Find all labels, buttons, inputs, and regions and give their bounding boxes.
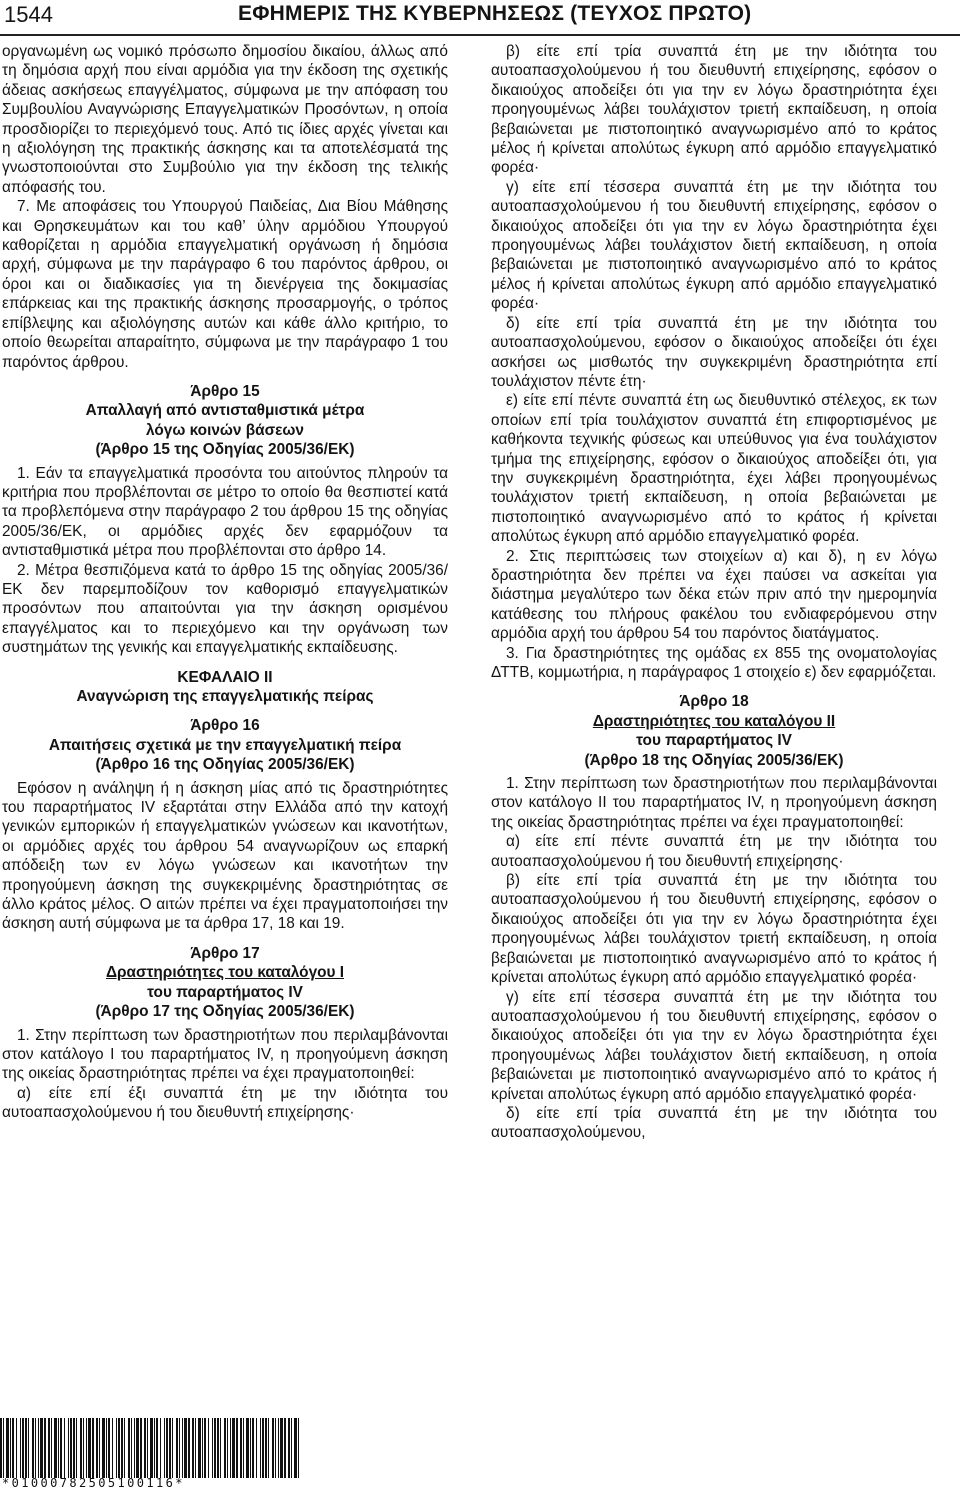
article-number: Άρθρο 16	[190, 717, 260, 735]
barcode-bar	[20, 1418, 21, 1478]
barcode-bar	[121, 1418, 123, 1478]
barcode-bar	[10, 1418, 11, 1478]
barcode-bar	[16, 1418, 17, 1478]
article-reference: (Άρθρο 18 της Οδηγίας 2005/36/ΕΚ)	[584, 751, 844, 769]
barcode-bar	[202, 1418, 203, 1478]
barcode-bar	[76, 1418, 77, 1478]
barcode-bar	[147, 1418, 148, 1478]
page-number: 1544	[4, 2, 53, 27]
barcode-bar	[44, 1418, 46, 1478]
barcode-bar	[38, 1418, 39, 1478]
barcode-bar	[116, 1418, 117, 1478]
barcode-digits: *01000782505100116*	[2, 1476, 185, 1490]
barcode-bar	[250, 1418, 251, 1478]
barcode-bar	[169, 1418, 171, 1478]
barcode-bar	[252, 1418, 254, 1478]
barcode-bar	[128, 1418, 130, 1478]
barcode-bar	[265, 1418, 267, 1478]
article-17-heading	[2, 944, 448, 1022]
barcode-bar	[124, 1418, 125, 1478]
barcode-bar	[166, 1418, 168, 1478]
barcode-bar	[68, 1418, 69, 1478]
article-number: Άρθρο 15	[190, 382, 260, 400]
barcode-bar	[60, 1418, 62, 1478]
barcode-bar	[54, 1418, 57, 1478]
barcode-bar	[108, 1418, 110, 1478]
barcode-bar	[12, 1418, 14, 1478]
barcode-bar	[268, 1418, 269, 1478]
right-column	[491, 42, 937, 1143]
barcode-bar	[278, 1418, 279, 1478]
barcode-bar	[243, 1418, 244, 1478]
barcode-bar	[230, 1418, 231, 1478]
barcode-bar	[99, 1418, 100, 1478]
article-number: Άρθρο 17	[190, 944, 260, 962]
paragraph: γ) είτε επί τέσσερα συναπτά έτη με την ιδιότητα του αυτοαπασχολούμενου ή του διευθυντή επιχείρησης, εφόσον ο δικαιούχος αποδείξει ότι για την εν λόγω δραστηριότητα έχει προηγουμένως λάβει τουλάχιστον διετή εκπαίδευση, η οποία βεβαιώνεται με πιστοποιητικό αναγνωρισμένο από το κράτος ή κρίνεται απολύτως έγκυρη από αρμόδιο επαγγελματικό φορέα·	[491, 988, 937, 1103]
barcode-bar	[179, 1418, 180, 1478]
barcode-bar	[246, 1418, 249, 1478]
paragraph: α) είτε επί πέντε συναπτά έτη με την ιδιότητα του αυτοαπασχολούμενου ή του διευθυντή επιχείρησης·	[491, 833, 937, 870]
article-reference: (Άρθρο 17 της Οδηγίας 2005/36/ΕΚ)	[95, 1003, 355, 1021]
article-reference: (Άρθρο 15 της Οδηγίας 2005/36/ΕΚ)	[95, 441, 355, 459]
paragraph: 1. Στην περίπτωση των δραστηριοτήτων που περιλαμβάνονται στον κατάλογο ΙΙ του παραρτήματος IV, η προηγούμενη άσκηση της οικείας δραστηριότητας πρέπει να έχει πραγματοποιηθεί:	[491, 775, 937, 831]
barcode-bar	[227, 1418, 228, 1478]
barcode-bar	[48, 1418, 50, 1478]
barcode-bar	[0, 1418, 2, 1478]
barcode-bar	[3, 1418, 4, 1478]
barcode-bar	[164, 1418, 165, 1478]
barcode-bar	[73, 1418, 75, 1478]
left-column	[2, 42, 448, 1123]
chapter-title: Αναγνώριση της επαγγελματικής πείρας	[76, 688, 374, 705]
barcode-bar	[22, 1418, 24, 1478]
barcode-bar	[160, 1418, 161, 1478]
barcode-bar	[96, 1418, 98, 1478]
barcode-bar	[195, 1418, 196, 1478]
barcode-bar	[217, 1418, 219, 1478]
barcode-bar	[260, 1418, 261, 1478]
barcode-bar	[154, 1418, 155, 1478]
barcode-bar	[86, 1418, 87, 1478]
barcode-bar	[291, 1418, 292, 1478]
barcode-bar	[284, 1418, 286, 1478]
barcode-bar	[92, 1418, 94, 1478]
paragraph: οργανωμένη ως νομικό πρόσωπο δημοσίου δικαίου, άλλως από τη δημόσια αρχή που είναι αρμόδια για την έκδοση της σχετικής άδειας ασκήσεως επαγγέλματος, σύμφωνα με την απόφαση του Συμβουλίου Αναγνώρισης Επαγγελματικών Προσόντων, η οποία προσδιορίζει το περιεχόμενό τους. Από τις ίδιες αρχές γίνεται και η αξιολόγηση της πρακτικής άσκησης και τα αποτελέσματά της γνωστοποιούνται στο Συμβούλιο για την έκδοση της τελικής απόφασής του.	[2, 43, 448, 196]
barcode-bar	[275, 1418, 276, 1478]
article-title: Απαλλαγή από αντισταθμιστικά μέτρα	[85, 402, 365, 420]
barcode-bar	[280, 1418, 283, 1478]
barcode-bar	[298, 1418, 299, 1478]
paragraph: β) είτε επί τρία συναπτά έτη με την ιδιότητα του αυτοαπασχολούμενου ή του διευθυντή επιχείρησης, εφόσον ο δικαιούχος αποδείξει ότι για την εν λόγω δραστηριότητα έχει προηγουμένως λάβει τουλάχιστον τριετή εκπαίδευση, η οποία βεβαιώνεται με πιστοποιητικό αναγνωρισμένο από το κράτος μέλος ή κρίνεται απολύτως έγκυρη από αρμόδιο επαγγελματικό φορέα·	[491, 43, 937, 177]
barcode-bar	[134, 1418, 135, 1478]
paragraph: 2. Στις περιπτώσεις των στοιχείων α) και δ), η εν λόγω δραστηριότητα δεν πρέπει να έχει παύσει να ασκείται για διάστημα μεγαλύτερο των δέκα ετών πριν από την ημερομηνία κατάθεσης του πλήρους φακέλου του ενδιαφερόμενου στην αρμόδια αρχή του άρθρου 54 του παρόντος διατάγματος.	[491, 547, 937, 643]
paragraph: β) είτε επί τρία συναπτά έτη με την ιδιότητα του αυτοαπασχολούμενου ή του διευθυντή επιχείρησης, εφόσον ο δικαιούχος αποδείξει ότι για την εν λόγω δραστηριότητα έχει προηγουμένως λάβει τουλάχιστον τριετή εκπαίδευση, η οποία βεβαιώνεται με πιστοποιητικό αναγνωρισμένο από το κράτος ή κρίνεται απολύτως έγκυρη από αρμόδιο επαγγελματικό φορέα·	[491, 872, 937, 987]
article-title: Δραστηριότητες του καταλόγου ΙΙ	[592, 712, 836, 730]
paragraph: 7. Με αποφάσεις του Υπουργού Παιδείας, Δια Βίου Μάθησης και Θρησκευμάτων και του καθ’ ύλην αρμόδιου Υπουργού καθορίζεται η αρμόδια επαγγελματική οργάνωση ή δημόσια αρχή, σύμφωνα με την παράγραφο 6 του παρόντος άρθρου, οι όροι και οι διαδικασίες για τη διενέργεια της δοκιμασίας επάρκειας και της πρακτικής άσκησης προσαρμογής, ο τρόπος επίβλεψης και αξιολόγησης αυτών και κάθε άλλο κριτήριο, το οποίο θεωρείται απαραίτητο, σύμφωνα με την παράγραφο 1 του παρόντος άρθρου.	[2, 198, 448, 371]
article-15-heading	[2, 382, 448, 460]
barcode-bar	[198, 1418, 201, 1478]
article-title: Δραστηριότητες του καταλόγου Ι	[105, 964, 345, 982]
paragraph: 1. Εάν τα επαγγελματικά προσόντα του αιτούντος πληρούν τα κριτήρια που προβλέπονται σε μέτρο το οποίο θα θεσπιστεί κατά τα προβλεπόμενα στην παράγραφο 2 του άρθρου 15 της οδηγίας 2005/36/ΕΚ, οι αρμόδιες αρχές δεν εφαρμόζουν τα αντισταθμιστικά μέτρα που προβλέπονται στο άρθρο 14.	[2, 464, 448, 560]
barcode-bar	[192, 1418, 194, 1478]
barcode-bar	[70, 1418, 72, 1478]
barcode-bar	[144, 1418, 146, 1478]
barcode-bar	[140, 1418, 142, 1478]
barcode-bar	[106, 1418, 107, 1478]
chapter-number: ΚΕΦΑΛΑΙΟ ΙΙ	[177, 668, 273, 686]
article-number: Άρθρο 18	[679, 693, 749, 711]
barcode-bar	[208, 1418, 209, 1478]
barcode-bar	[294, 1418, 297, 1478]
barcode-bar	[112, 1418, 113, 1478]
article-title: λόγω κοινών βάσεων	[145, 421, 304, 439]
barcode-bar	[131, 1418, 132, 1478]
barcode-bar	[256, 1418, 257, 1478]
barcode-bar	[288, 1418, 290, 1478]
barcode-bar	[220, 1418, 221, 1478]
paragraph: 3. Για δραστηριότητες της ομάδας εx 855 της ονοματολογίας ΔΤΤΒ, κομμωτήρια, η παράγραφος 1 στοιχείο ε) δεν εφαρμόζεται.	[491, 644, 937, 681]
barcode-bar	[83, 1418, 84, 1478]
barcode-bar	[32, 1418, 34, 1478]
article-title: Απαιτήσεις σχετικά με την επαγγελματική πείρα	[48, 736, 402, 754]
barcode-bar	[136, 1418, 139, 1478]
barcode-bar	[232, 1418, 235, 1478]
barcode-bar	[6, 1418, 9, 1478]
paragraph: 1. Στην περίπτωση των δραστηριοτήτων που περιλαμβάνονται στον κατάλογο Ι του παραρτήματος IV, η προηγούμενη άσκηση της οικείας δραστηριότητας πρέπει να έχει πραγματοποιηθεί:	[2, 1026, 448, 1083]
article-18-heading	[491, 692, 937, 770]
paragraph: α) είτε επί έξι συναπτά έτη με την ιδιότητα του αυτοαπασχολούμενου ή του διευθυντή επιχείρησης·	[2, 1084, 448, 1122]
barcode-bar	[156, 1418, 158, 1478]
barcode-bar	[40, 1418, 43, 1478]
barcode-bar	[35, 1418, 36, 1478]
barcode-bar	[25, 1418, 27, 1478]
barcode-bar	[80, 1418, 82, 1478]
page-header	[0, 0, 960, 36]
gazette-title: ΕΦΗΜΕΡΙΣ ΤΗΣ ΚΥΒΕΡΝΗΣΕΩΣ (ΤΕΥΧΟΣ ΠΡΩΤΟ)	[238, 2, 752, 25]
barcode-bar	[272, 1418, 274, 1478]
barcode-bar	[172, 1418, 173, 1478]
barcode-bar	[28, 1418, 29, 1478]
barcode-bar	[188, 1418, 190, 1478]
chapter-heading	[2, 668, 448, 707]
barcode-bar	[236, 1418, 238, 1478]
barcode-bar	[102, 1418, 105, 1478]
paragraph: δ) είτε επί τρία συναπτά έτη με την ιδιότητα του αυτοαπασχολούμενου, εφόσον ο δικαιούχος αποδείξει ότι έχει ασκήσει ως μισθωτός την συγκεκριμένη δραστηριότητα επί τουλάχιστον πέντε έτη·	[491, 314, 937, 390]
article-reference: (Άρθρο 16 της Οδηγίας 2005/36/ΕΚ)	[95, 756, 355, 774]
article-16-heading	[2, 716, 448, 774]
barcode-bar	[182, 1418, 183, 1478]
paragraph: Εφόσον η ανάληψη ή η άσκηση μίας από τις δραστηριότητες του παραρτήματος IV εξαρτάται στην Ελλάδα από την κατοχή γενικών εμπορικών ή επαγγελματικών γνώσεων και ικανοτήτων, οι αρμόδιες αρχές του άρθρου 54 αναγνωρίζουν ως επαρκή απόδειξη των εν λόγω γνώσεων και ικανοτήτων την προηγούμενη άσκηση της συγκεκριμένης δραστηριότητας σε άλλο κράτος μέλος. Ο αιτών πρέπει να έχει πραγματοποιήσει την άσκηση αυτή σύμφωνα με τα άρθρα 17, 18 και 19.	[2, 779, 448, 933]
barcode-bar	[176, 1418, 178, 1478]
barcode-image	[0, 1418, 300, 1478]
barcode-bar	[88, 1418, 91, 1478]
barcode-bar	[262, 1418, 264, 1478]
barcode-bar	[224, 1418, 226, 1478]
barcode-bar	[118, 1418, 120, 1478]
paragraph: ε) είτε επί πέντε συναπτά έτη ως διευθυντικό στέλεχος, εκ των οποίων επί τρία τουλάχιστον συναπτά έτη επιφορτισμένος με καθήκοντα τεχνικής φύσεως και υπεύθυνος για ένα τουλάχιστον τμήμα της επιχείρησης, εφόσον ο δικαιούχος αποδείξει ότι, για την συγκεκριμένη δραστηριότητα, έχει λάβει προηγουμένως τουλάχιστον τριετή εκπαίδευση, η οποία βεβαιώνεται με πιστοποιητικό αναγνωρισμένο από το κράτος ή κρίνεται απολύτως έγκυρη από αρμόδιο επαγγελματικό φορέα.	[491, 392, 937, 546]
barcode-bar	[184, 1418, 187, 1478]
article-title: του παραρτήματος IV	[147, 983, 303, 1001]
paragraph: 2. Μέτρα θεσπιζόμενα κατά το άρθρο 15 της οδηγίας 2005/36/ΕΚ δεν παρεμποδίζουν τον καθορισμό επαγγελματικών προσόντων που απαιτούνται για την άσκηση ορισμένου επαγγέλματος και το περιεχόμενο και την οργάνωση των συστημάτων της γενικής και επαγγελματικής εκπαίδευσης.	[2, 561, 448, 657]
barcode-bar	[58, 1418, 59, 1478]
article-title: του παραρτήματος IV	[636, 732, 792, 750]
barcode-bar	[214, 1418, 216, 1478]
paragraph: δ) είτε επί τρία συναπτά έτη με την ιδιότητα του αυτοαπασχολούμενου,	[491, 1104, 937, 1142]
paragraph: γ) είτε επί τέσσερα συναπτά έτη με την ιδιότητα του αυτοαπασχολούμενου ή του διευθυντή επιχείρησης, εφόσον ο δικαιούχος αποδείξει ότι για την εν λόγω δραστηριότητα έχει προηγουμένως λάβει τουλάχιστον διετή εκπαίδευση, η οποία βεβαιώνεται με πιστοποιητικό αναγνωρισμένο από το κράτος μέλος ή κρίνεται απολύτως έγκυρη από αρμόδιο επαγγελματικό φορέα·	[491, 178, 937, 313]
barcode-bar	[64, 1418, 65, 1478]
barcode-bar	[204, 1418, 206, 1478]
barcode-bar	[212, 1418, 213, 1478]
barcode-bar	[51, 1418, 52, 1478]
barcode-bar	[150, 1418, 153, 1478]
barcode-bar	[240, 1418, 242, 1478]
